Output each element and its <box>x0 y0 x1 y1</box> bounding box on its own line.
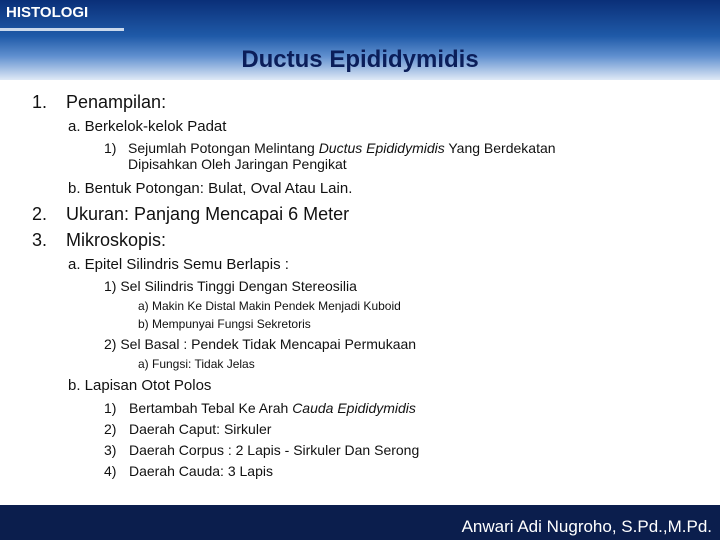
subitem-num: 1) <box>104 140 117 156</box>
item-number-3: 3. <box>32 230 48 250</box>
footer-bar <box>0 505 720 540</box>
subitem-potongan: Sejumlah Potongan Melintang Ductus Epididymidis Yang Berdekatan <box>128 140 556 156</box>
subitem-sel-basal: 2) Sel Basal : Pendek Tidak Mencapai Permukaan <box>104 336 417 352</box>
list-number: 4) <box>104 463 117 479</box>
subitem-cauda: Daerah Cauda: 3 Lapis <box>129 463 273 479</box>
subitem-sel-silindris: 1) Sel Silindris Tinggi Dengan Stereosilia <box>104 278 357 294</box>
subitem-bentuk: b. Bentuk Potongan: Bulat, Oval Atau Lain. <box>68 180 353 197</box>
subitem-corpus: Daerah Corpus : 2 Lapis - Sirkuler Dan Serong <box>129 442 420 458</box>
list-number: 2) <box>104 421 117 437</box>
tag-underline <box>0 28 124 31</box>
subitem-bertambah-tebal: Bertambah Tebal Ke Arah Cauda Epididymidis <box>129 400 416 416</box>
subitem-fungsi-sekretoris: b) Mempunyai Fungsi Sekretoris <box>138 317 311 331</box>
subitem-makin-ke-distal: a) Makin Ke Distal Makin Pendek Menjadi Kuboid <box>138 299 401 313</box>
list-number: 3) <box>104 442 117 458</box>
subitem-epitel: a. Epitel Silindris Semu Berlapis : <box>68 256 289 273</box>
subitem-caput: Daerah Caput: Sirkuler <box>129 421 272 437</box>
slide-title: Ductus Epididymidis <box>241 46 479 73</box>
section-tag: HISTOLOGI <box>6 4 89 21</box>
item-penampilan: Penampilan: <box>66 92 167 112</box>
item-mikroskopis: Mikroskopis: <box>66 230 167 250</box>
subitem-fungsi-tidak-jelas: a) Fungsi: Tidak Jelas <box>138 357 255 371</box>
list-number: 1) <box>104 400 117 416</box>
item-ukuran: Ukuran: Panjang Mencapai 6 Meter <box>66 204 350 224</box>
header-banner <box>0 0 720 80</box>
item-number-1: 1. <box>32 92 48 112</box>
author-name: Anwari Adi Nugroho, S.Pd.,M.Pd. <box>461 517 712 536</box>
subitem-berkelok: a. Berkelok-kelok Padat <box>68 118 227 135</box>
item-number-2: 2. <box>32 204 48 224</box>
subitem-lapisan-otot: b. Lapisan Otot Polos <box>68 377 212 394</box>
subitem-potongan-line2: Dipisahkan Oleh Jaringan Pengikat <box>128 156 347 172</box>
